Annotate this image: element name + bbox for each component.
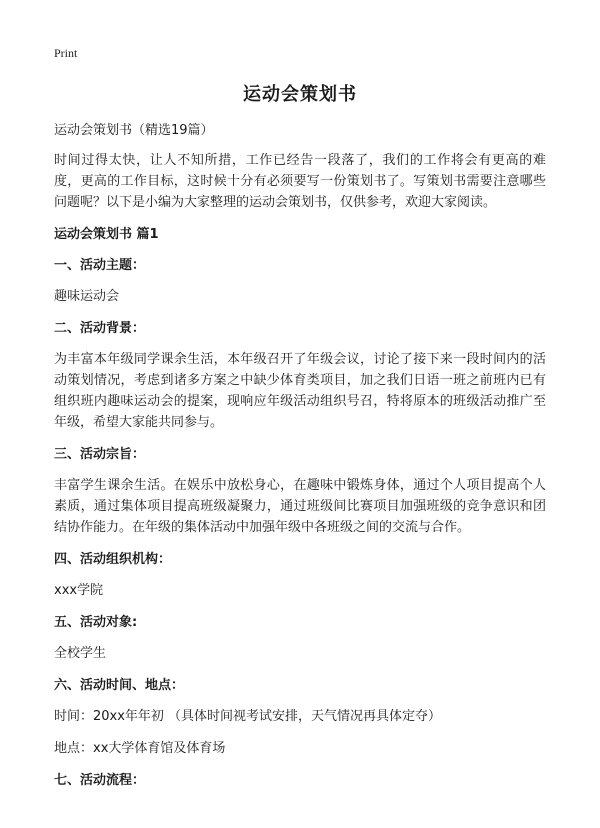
section-text-purpose: 丰富学生课余生活。在娱乐中放松身心，在趣味中锻炼身体，通过个人项目提高个人素质，通过集体项目提高班级凝聚力，通过班级间比赛项目加强班级的竞争意识和团结协作能力。在年级的集体活动中加强年级中各班级之间的交流与合作。 (54, 478, 546, 535)
document-subtitle: 运动会策划书（精选19篇） (54, 123, 214, 138)
section-text-target: 全校学生 (54, 646, 107, 661)
section-heading-theme: 一、活动主题： (54, 258, 146, 273)
section-heading-background: 二、活动背景： (54, 321, 146, 336)
document-body (54, 120, 546, 801)
part-heading: 运动会策划书 篇1 (54, 227, 159, 242)
section-text-organization: xxx学院 (54, 583, 104, 598)
section-heading-organization: 四、活动组织机构： (54, 552, 172, 567)
section-heading-process: 七、活动流程： (54, 773, 146, 788)
intro-paragraph: 时间过得太快，让人不知所措，工作已经告一段落了，我们的工作将会有更高的难度，更高的工作目标，这时候十分有必须要写一份策划书了。写策划书需要注意哪些问题呢？以下是小编为大家整理的运动会策划书，仅供参考，欢迎大家阅读。 (54, 153, 546, 210)
print-link[interactable]: Print (54, 46, 78, 60)
section-text-time: 时间：20xx年年初 （具体时间视考试安排，天气情况再具体定夺） (54, 709, 442, 724)
section-heading-time-place: 六、活动时间、地点： (54, 678, 185, 693)
section-heading-purpose: 三、活动宗旨： (54, 447, 146, 462)
section-text-theme: 趣味运动会 (54, 289, 120, 304)
section-heading-target: 五、活动对象: (54, 615, 138, 630)
page-title: 运动会策划书 (243, 84, 357, 105)
section-text-background: 为丰富本年级同学课余生活，本年级召开了年级会议，讨论了接下来一段时间内的活动策划情况，考虑到诸多方案之中缺少体育类项目，加之我们日语一班之前班内已有组织班内趣味运动会的提案，现响应年级活动组织号召，特将原本的班级活动推广至年级，希望大家能共同参与。 (54, 352, 546, 430)
section-text-place: 地点：xx大学体育馆及体育场 (54, 741, 226, 756)
